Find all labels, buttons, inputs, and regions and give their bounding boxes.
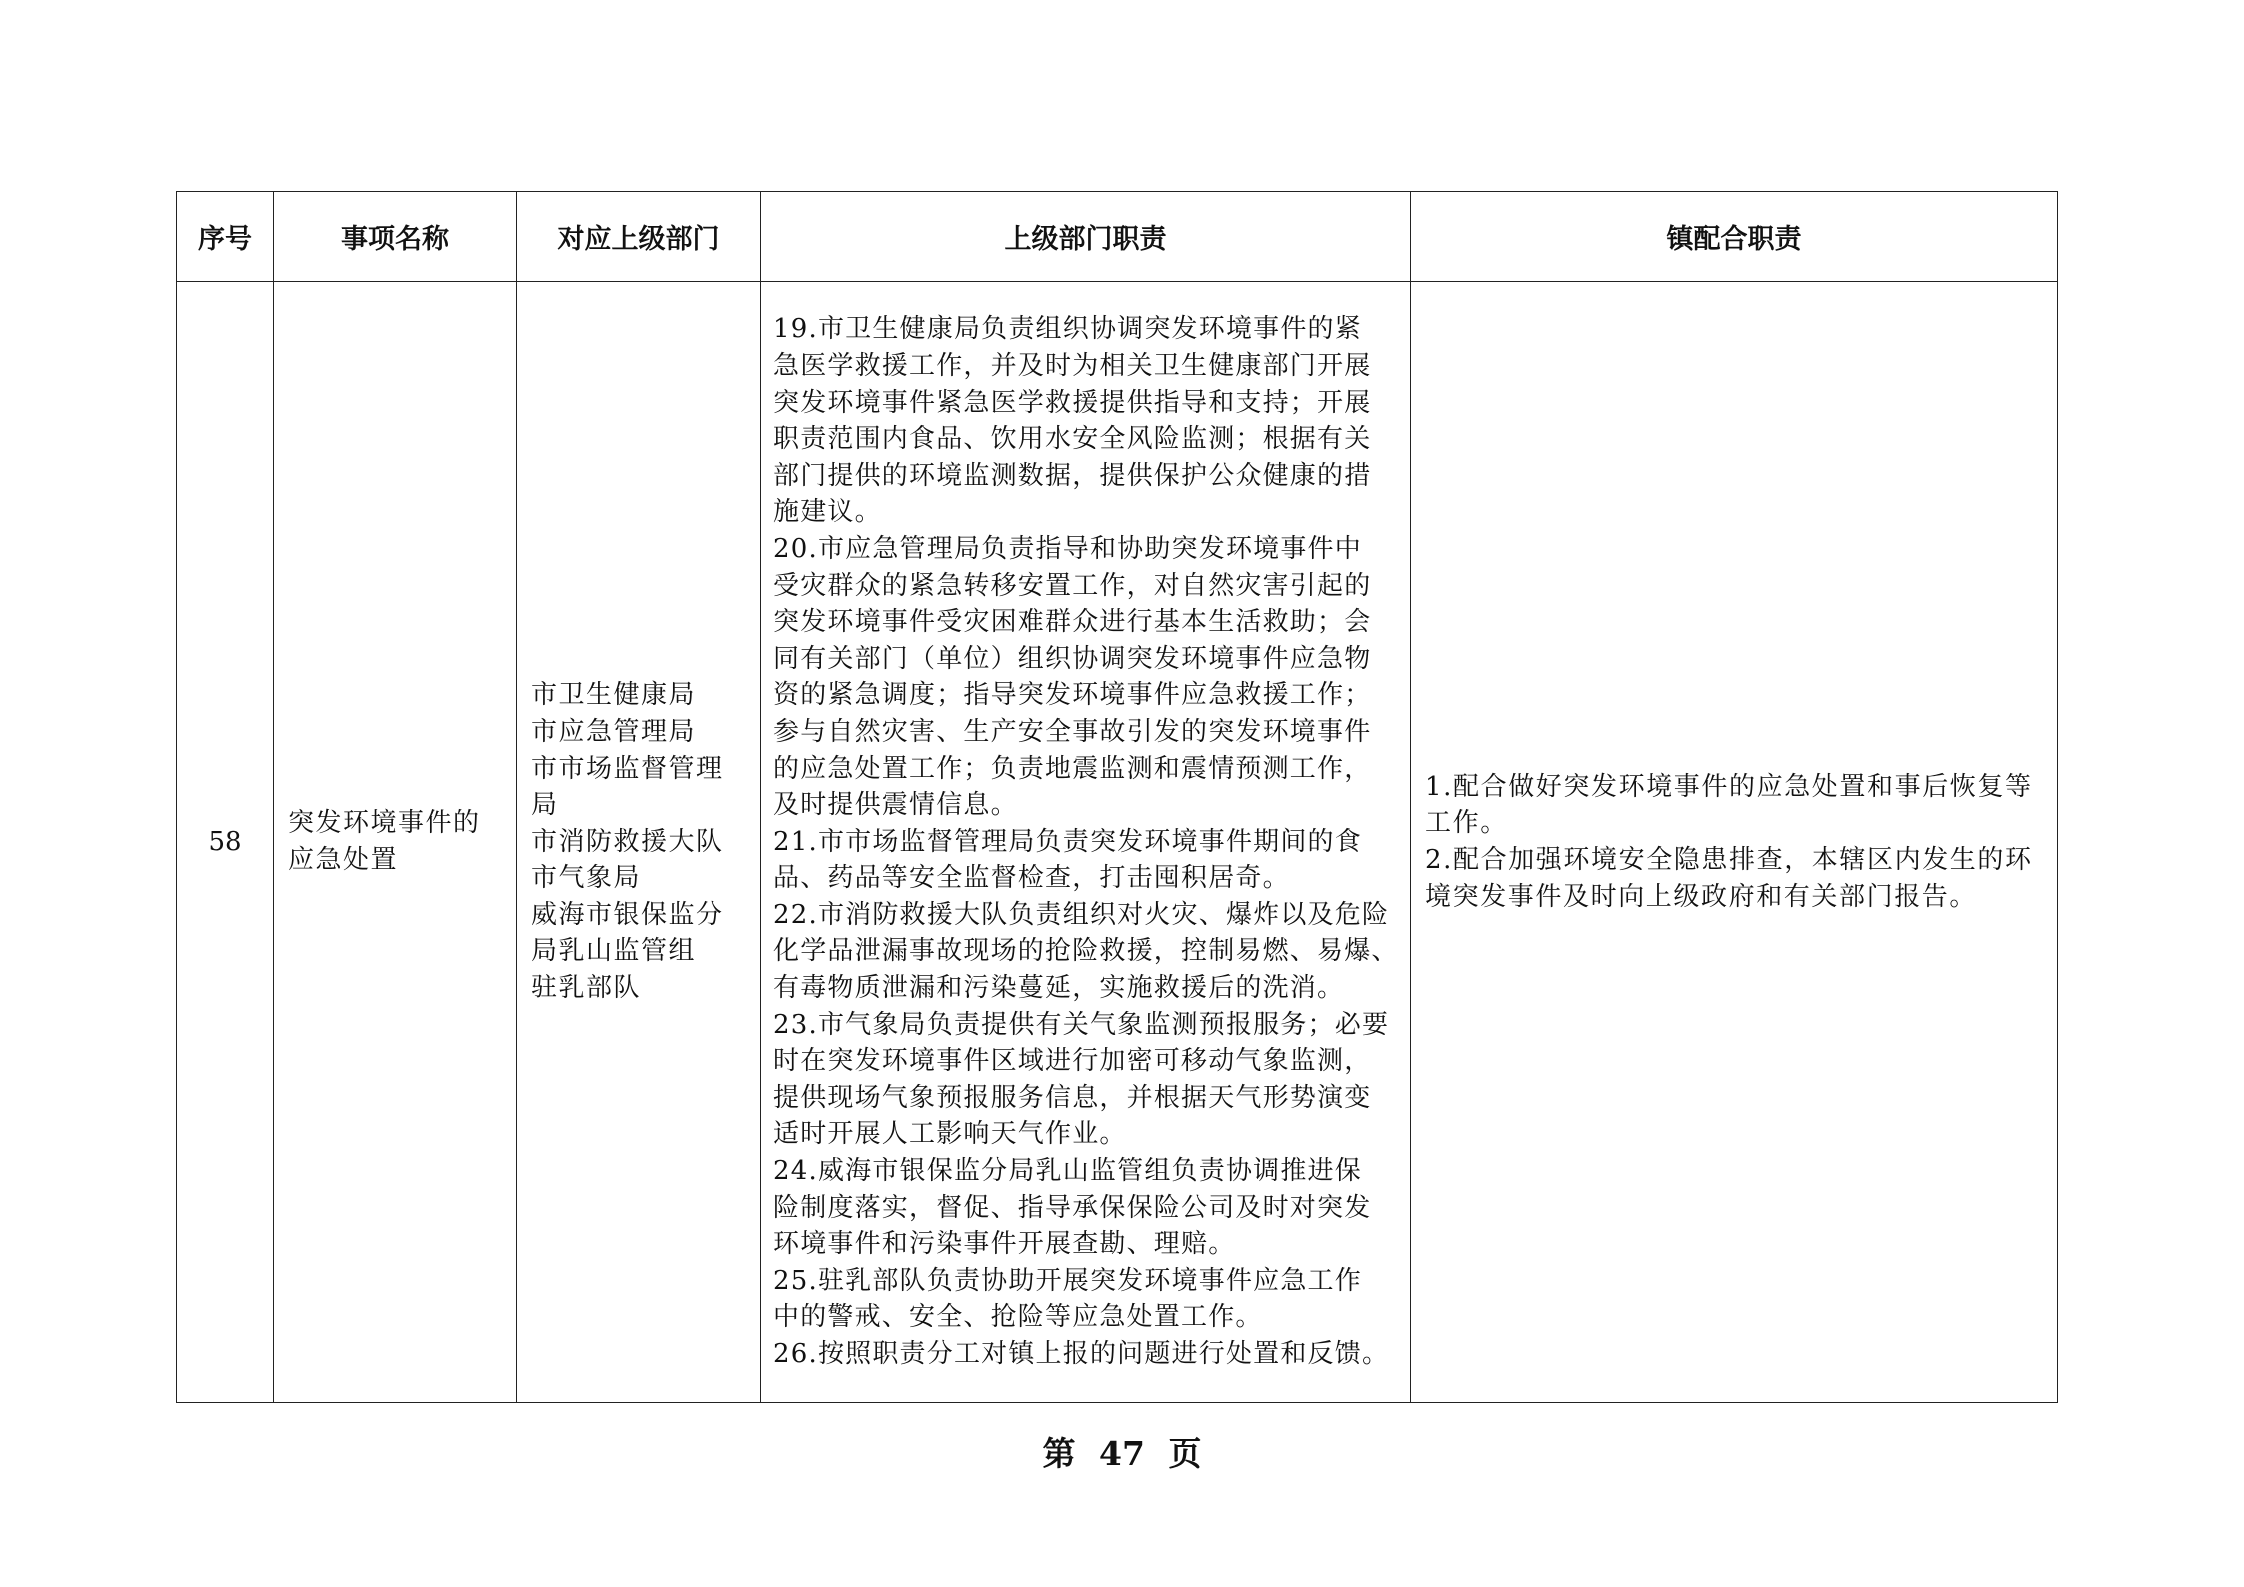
text-line: 提供现场气象预报服务信息，并根据天气形势演变 — [773, 1082, 1372, 1113]
text-line: 22.市消防救援大队负责组织对火灾、爆炸以及危险 — [773, 899, 1390, 930]
text-line: 应急处置 — [288, 845, 399, 875]
text-line: 的应急处置工作；负责地震监测和震情预测工作， — [773, 753, 1372, 784]
text-line: 市气象局 — [531, 863, 642, 894]
text-line: 23.市气象局负责提供有关气象监测预报服务；必要 — [773, 1009, 1390, 1040]
text-line: 21.市市场监督管理局负责突发环境事件期间的食 — [773, 826, 1362, 857]
header-item-name: 事项名称 — [274, 192, 517, 282]
footer-prefix: 第 — [1042, 1434, 1076, 1473]
header-number: 序号 — [177, 192, 274, 282]
row-number: 58 — [177, 282, 274, 1403]
duty-table — [176, 191, 2058, 1403]
town-duty-cell — [1411, 282, 2058, 1403]
text-line: 适时开展人工影响天气作业。 — [773, 1119, 1127, 1150]
text-line: 市应急管理局 — [531, 716, 697, 747]
text-line: 施建议。 — [773, 497, 882, 528]
text-line: 市消防救援大队 — [531, 826, 724, 857]
text-line: 环境事件和污染事件开展查勘、理赔。 — [773, 1229, 1236, 1260]
header-row — [177, 192, 2058, 282]
text-line: 威海市银保监分 — [531, 899, 724, 930]
text-line: 有毒物质泄漏和污染蔓延，实施救援后的洗消。 — [773, 973, 1345, 1004]
text-line: 1.配合做好突发环境事件的应急处置和事后恢复等 — [1425, 771, 2033, 802]
text-line: 参与自然灾害、生产安全事故引发的突发环境事件 — [773, 716, 1372, 747]
text-line: 局 — [531, 790, 559, 821]
page-number: 47 — [1099, 1434, 1145, 1473]
text-line: 市市场监督管理 — [531, 753, 724, 784]
text-line: 25.驻乳部队负责协助开展突发环境事件应急工作 — [773, 1265, 1362, 1296]
text-line: 急医学救援工作，并及时为相关卫生健康部门开展 — [773, 350, 1372, 381]
text-line: 部门提供的环境监测数据，提供保护公众健康的措 — [773, 460, 1372, 491]
item-name-cell — [274, 282, 517, 1403]
header-department: 对应上级部门 — [517, 192, 761, 282]
text-line: 化学品泄漏事故现场的抢险救援，控制易燃、易爆、 — [773, 936, 1399, 967]
footer-suffix: 页 — [1168, 1434, 1202, 1473]
text-line: 中的警戒、安全、抢险等应急处置工作。 — [773, 1302, 1263, 1333]
text-line: 市卫生健康局 — [531, 680, 697, 711]
text-line: 及时提供震情信息。 — [773, 790, 1018, 821]
header-department-duty: 上级部门职责 — [761, 192, 1411, 282]
department-cell — [517, 282, 761, 1403]
text-line: 24.威海市银保监分局乳山监管组负责协调推进保 — [773, 1156, 1362, 1187]
text-line: 品、药品等安全监督检查，打击囤积居奇。 — [773, 863, 1290, 894]
department-duty-cell — [761, 282, 1411, 1403]
text-line: 受灾群众的紧急转移安置工作，对自然灾害引起的 — [773, 570, 1372, 601]
page-footer — [0, 1428, 2244, 1475]
text-line: 境突发事件及时向上级政府和有关部门报告。 — [1425, 881, 1978, 912]
text-line: 26.按照职责分工对镇上报的问题进行处置和反馈。 — [773, 1339, 1390, 1370]
text-line: 工作。 — [1425, 808, 1508, 839]
text-line: 突发环境事件紧急医学救援提供指导和支持；开展 — [773, 387, 1372, 418]
text-line: 20.市应急管理局负责指导和协助突发环境事件中 — [773, 533, 1362, 564]
text-line: 局乳山监管组 — [531, 936, 697, 967]
text-line: 时在突发环境事件区域进行加密可移动气象监测， — [773, 1046, 1372, 1077]
table-row — [177, 282, 2058, 1403]
text-line: 同有关部门（单位）组织协调突发环境事件应急物 — [773, 643, 1372, 674]
text-line: 职责范围内食品、饮用水安全风险监测；根据有关 — [773, 424, 1372, 455]
text-line: 突发环境事件的 — [288, 808, 481, 839]
text-line: 险制度落实，督促、指导承保保险公司及时对突发 — [773, 1192, 1372, 1223]
header-town-duty: 镇配合职责 — [1411, 192, 2058, 282]
text-line: 2.配合加强环境安全隐患排查，本辖区内发生的环 — [1425, 845, 2033, 875]
text-line: 19.市卫生健康局负责组织协调突发环境事件的紧 — [773, 314, 1362, 345]
text-line: 驻乳部队 — [531, 973, 642, 1004]
text-line: 资的紧急调度；指导突发环境事件应急救援工作； — [773, 680, 1372, 711]
text-line: 突发环境事件受灾困难群众进行基本生活救助；会 — [773, 607, 1372, 638]
